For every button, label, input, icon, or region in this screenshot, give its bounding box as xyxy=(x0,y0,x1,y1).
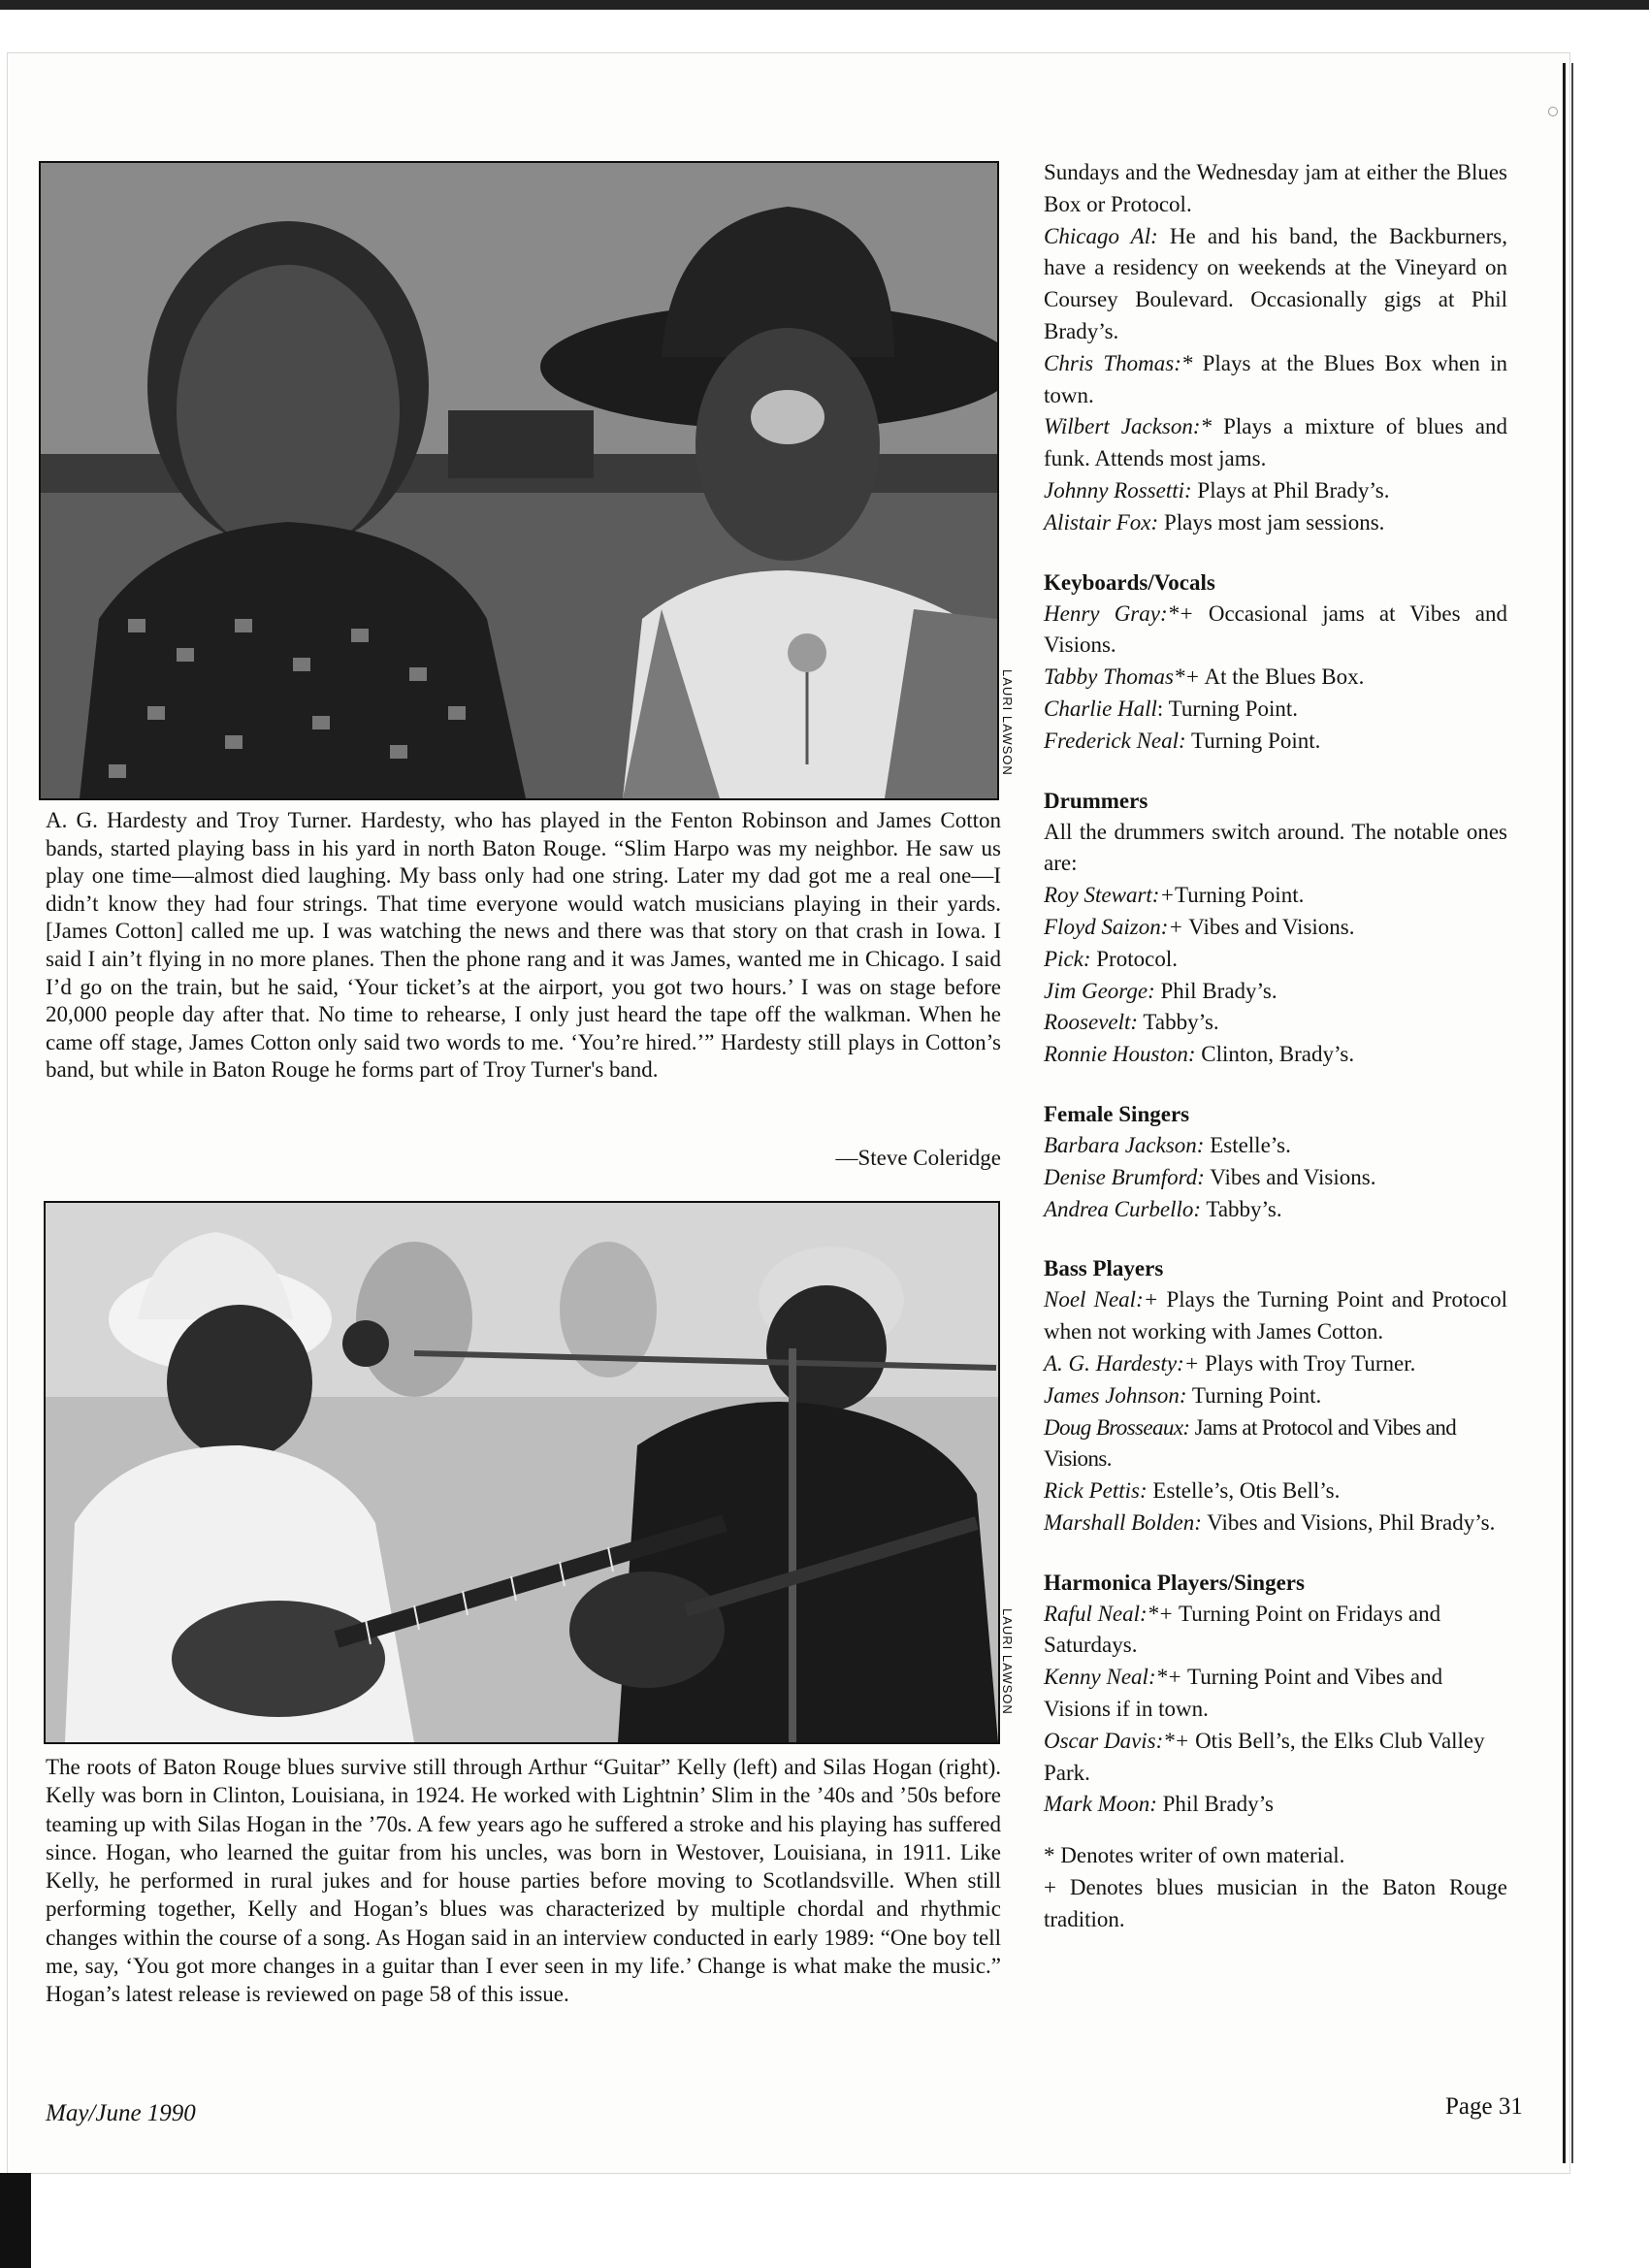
listing-desc: Phil Brady’s. xyxy=(1154,978,1277,1003)
listing-desc: Turning Point. xyxy=(1185,728,1321,753)
listing-kenny-neal xyxy=(1044,1662,1507,1726)
listing-name: Wilbert Jackson:* xyxy=(1044,414,1212,439)
heading-keyboards: Keyboards/Vocals xyxy=(1044,569,1215,595)
scan-top-edge xyxy=(0,0,1649,10)
listing-denise-brumford xyxy=(1044,1162,1507,1194)
photo-hardesty-turner-image xyxy=(41,163,997,798)
listing-name: Chicago Al: xyxy=(1044,223,1158,248)
caption-byline: —Steve Coleridge xyxy=(835,1146,1001,1170)
listing-desc: Occasional jams at Vibes and Visions. xyxy=(1044,600,1507,658)
listing-desc: Otis Bell’s, the Elks Club Valley Park. xyxy=(1044,1728,1485,1785)
listing-name: Mark Moon: xyxy=(1044,1792,1157,1817)
caption-hardesty-text: A. G. Hardesty and Troy Turner. Hardesty, who has played in the Fenton Robinson and James Cotton bands, started playing bass in his yard in north Baton Rouge. “Slim Harpo was my neighbor. He saw us play one time—almost died laughing. My bass only had one string. Later my dad got me a real one—I didn’t know they had four strings. That time everyone would watch musicians playing in their yards. [James Cotton] called me up. I was watching the news and there was that story on that crash in Iowa. I said I ain’t flying in no more planes. Then the phone rang and it was James, wanted me in Chicago. I said I’d go on the train, but he said, ‘Your ticket’s at the airport, you got two hours.’ I was on stage before 20,000 people day after that. No time to rehearse, I only just heard the tape off the walkman. When he came off stage, James Cotton only said two words to me. ‘You’re hired.’” Hardesty still plays in Cotton’s band, but while in Baton Rouge he forms part of Troy Turner's band. xyxy=(46,808,1001,1083)
listing-raful-neal xyxy=(1044,1599,1507,1663)
listing-chicago-al xyxy=(1044,221,1507,348)
scan-bottom-margin xyxy=(0,2178,1649,2268)
photo-kelly-hogan xyxy=(44,1201,1000,1744)
listing-name: A. G. Hardesty:+ xyxy=(1044,1350,1200,1376)
listing-desc: : Turning Point. xyxy=(1156,696,1299,721)
photo-credit-top: LAURI LAWSON xyxy=(1000,669,1015,776)
listing-desc: Clinton, Brady’s. xyxy=(1195,1042,1355,1067)
listing-name: Oscar Davis:*+ xyxy=(1044,1728,1190,1753)
listings-column xyxy=(1044,157,1507,1936)
listing-name: Jim George: xyxy=(1044,978,1155,1003)
heading-bass-players: Bass Players xyxy=(1044,1256,1164,1281)
listing-henry-gray xyxy=(1044,599,1507,663)
listing-desc: At the Blues Box. xyxy=(1200,664,1365,690)
listing-pick xyxy=(1044,944,1507,976)
listing-name: Barbara Jackson: xyxy=(1044,1132,1205,1157)
listing-marshall-bolden xyxy=(1044,1507,1507,1539)
notes-spacer xyxy=(1044,1821,1507,1840)
listing-oscar-davis xyxy=(1044,1726,1507,1790)
listing-rick-pettis xyxy=(1044,1475,1507,1507)
listing-floyd-saizon xyxy=(1044,912,1507,944)
listing-name: Floyd Saizon:+ xyxy=(1044,914,1183,939)
caption-hardesty-turner xyxy=(46,807,1001,1085)
listing-doug-brosseaux xyxy=(1044,1412,1507,1476)
heading-harmonica: Harmonica Players/Singers xyxy=(1044,1570,1305,1595)
listing-tabby-thomas xyxy=(1044,662,1507,694)
footer-issue-date: May/June 1990 xyxy=(46,2100,196,2126)
listing-name: Rick Pettis: xyxy=(1044,1478,1148,1504)
listing-desc: Vibes and Visions. xyxy=(1182,914,1355,939)
listing-desc: Estelle’s, Otis Bell’s. xyxy=(1147,1478,1341,1504)
listing-charlie-hall xyxy=(1044,694,1507,726)
listing-alistair-fox xyxy=(1044,507,1507,539)
heading-drummers: Drummers xyxy=(1044,788,1148,813)
listing-desc: Plays the Turning Point and Protocol when not working with James Cotton. xyxy=(1044,1287,1507,1345)
listing-desc: Protocol. xyxy=(1090,946,1178,971)
listing-desc: Jams at Protocol and Vibes and Visions. xyxy=(1044,1414,1457,1472)
heading-female-singers: Female Singers xyxy=(1044,1101,1190,1126)
listing-andrea-curbello xyxy=(1044,1194,1507,1226)
footer-page-number: Page 31 xyxy=(1445,2093,1523,2120)
listing-name: Raful Neal:*+ xyxy=(1044,1601,1174,1626)
listing-name: Marshall Bolden: xyxy=(1044,1509,1202,1535)
listing-name: Roy Stewart:+ xyxy=(1044,883,1175,908)
listing-desc: Turning Point. xyxy=(1174,883,1305,908)
listing-desc: Plays at Phil Brady’s. xyxy=(1191,477,1390,502)
photo-kelly-hogan-image xyxy=(46,1203,998,1742)
listing-name: Roosevelt: xyxy=(1044,1010,1139,1035)
listing-name: Charlie Hall xyxy=(1044,696,1157,721)
listing-name: Denise Brumford: xyxy=(1044,1164,1205,1189)
listing-jim-george xyxy=(1044,976,1507,1008)
listing-name: Kenny Neal:*+ xyxy=(1044,1665,1182,1690)
photo-credit-bottom: LAURI LAWSON xyxy=(1000,1608,1015,1715)
listing-james-johnson xyxy=(1044,1380,1507,1412)
listing-desc: Turning Point. xyxy=(1186,1382,1322,1408)
listing-desc: Vibes and Visions, Phil Brady’s. xyxy=(1201,1509,1496,1535)
listing-roosevelt xyxy=(1044,1007,1507,1039)
listing-wilbert-jackson xyxy=(1044,411,1507,475)
photo-hardesty-turner xyxy=(39,161,999,800)
listing-desc: Phil Brady’s xyxy=(1156,1792,1275,1817)
listing-desc: Vibes and Visions. xyxy=(1204,1164,1376,1189)
listing-johnny-rossetti xyxy=(1044,475,1507,507)
page-right-rule-inner xyxy=(1571,63,1573,2163)
page-right-rule xyxy=(1563,63,1566,2163)
guitar-intro: Sundays and the Wednesday jam at either the Blues Box or Protocol. xyxy=(1044,160,1507,216)
listing-name: Johnny Rossetti: xyxy=(1044,477,1192,502)
listing-desc: Estelle’s. xyxy=(1204,1132,1291,1157)
listing-name: Tabby Thomas*+ xyxy=(1044,664,1201,690)
listing-desc: Turning Point on Fridays and Saturdays. xyxy=(1044,1601,1441,1658)
listing-desc: Tabby’s. xyxy=(1201,1196,1282,1221)
listing-mark-moon xyxy=(1044,1789,1507,1821)
listing-desc: Tabby’s. xyxy=(1138,1010,1219,1035)
binder-edge xyxy=(0,2173,31,2268)
listing-desc: Plays with Troy Turner. xyxy=(1199,1350,1416,1376)
listing-desc: Plays a mixture of blues and funk. Attends most jams. xyxy=(1044,414,1507,471)
listing-name: Henry Gray:*+ xyxy=(1044,600,1194,626)
listing-ronnie-houston xyxy=(1044,1039,1507,1071)
listing-name: Pick: xyxy=(1044,946,1091,971)
listing-frederick-neal xyxy=(1044,726,1507,758)
listing-desc: Plays most jam sessions. xyxy=(1158,509,1385,535)
listing-roy-stewart xyxy=(1044,880,1507,912)
listing-name: Doug Brosseaux: xyxy=(1044,1414,1190,1440)
listing-barbara-jackson xyxy=(1044,1130,1507,1162)
listing-desc: Plays at the Blues Box when in town. xyxy=(1044,350,1507,407)
caption-kelly-hogan-text: The roots of Baton Rouge blues survive still through Arthur “Guitar” Kelly (left) and Silas Hogan (right). Kelly was born in Clinton, Louisiana, in 1924. He worked with Lightnin’ Slim in the ’40s and ’50s before teaming up with Silas Hogan in the ’70s. A few years ago he suffered a stroke and his playing has suffered since. Hogan, who learned the guitar from his uncles, was born in Westover, Louisiana, in 1911. Like Kelly, he performed in rural jukes and for house parties before moving to Scotlandsville. When still performing together, Kelly and Hogan’s blues was characterized by multiple chordal and rhythmic changes within the course of a song. As Hogan said in an interview conducted in early 1989: “One boy tell me, say, ‘You got more changes in a guitar than I ever seen in my life.’ Change is what make the music.” Hogan’s latest release is reviewed on page 58 of this issue. xyxy=(46,1755,1001,2007)
note-tradition: + Denotes blues musician in the Baton Rouge tradition. xyxy=(1044,1875,1507,1931)
page-corner-mark xyxy=(1548,107,1558,116)
listing-name: Chris Thomas:* xyxy=(1044,350,1193,375)
listing-name: Ronnie Houston: xyxy=(1044,1042,1196,1067)
note-writer: * Denotes writer of own material. xyxy=(1044,1843,1345,1868)
listing-desc: He and his band, the Backburners, have a residency on weekends at the Vineyard on Coursey Boulevard. Occasionally gigs at Phil Brady’s. xyxy=(1044,223,1507,343)
listing-chris-thomas xyxy=(1044,348,1507,412)
caption-kelly-hogan xyxy=(46,1753,1001,2009)
listing-noel-neal xyxy=(1044,1284,1507,1348)
listing-name: Frederick Neal: xyxy=(1044,728,1186,753)
listing-desc: Turning Point and Vibes and Visions if in town. xyxy=(1044,1665,1443,1722)
listing-name: Andrea Curbello: xyxy=(1044,1196,1202,1221)
listing-name: Alistair Fox: xyxy=(1044,509,1159,535)
listing-name: Noel Neal:+ xyxy=(1044,1287,1159,1312)
listing-ag-hardesty xyxy=(1044,1348,1507,1380)
listing-name: James Johnson: xyxy=(1044,1382,1187,1408)
drummers-intro: All the drummers switch around. The notable ones are: xyxy=(1044,819,1507,876)
